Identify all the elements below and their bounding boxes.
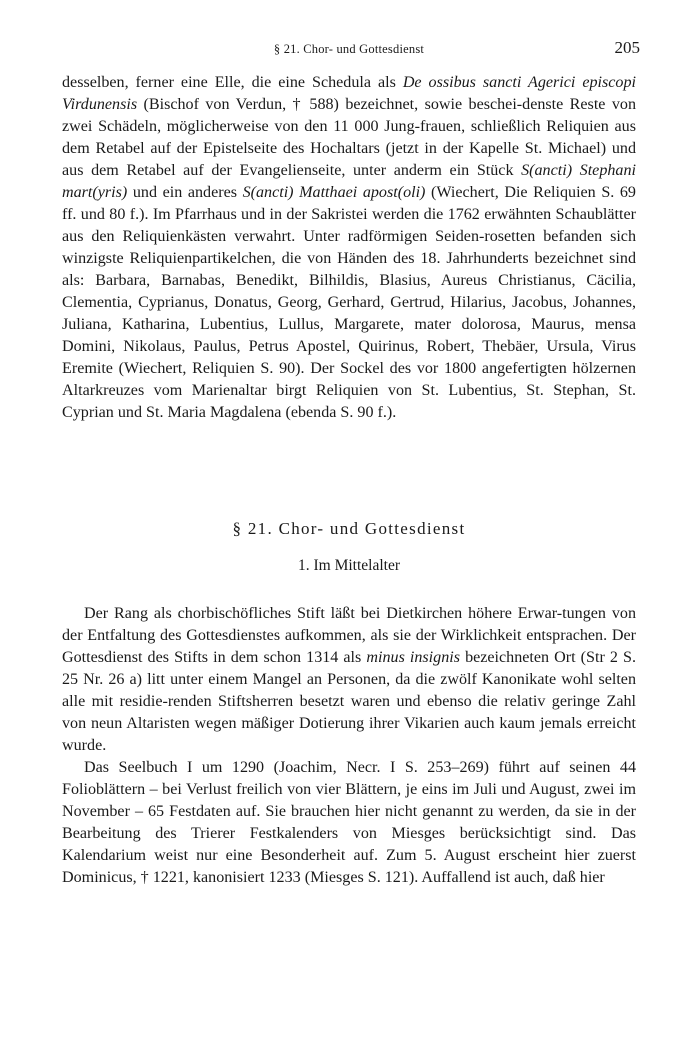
italic-run: De ossibus sancti Agerici episcopi Virdunensis <box>62 74 636 113</box>
book-page <box>62 38 640 889</box>
subsection-heading: 1. Im Mittelalter <box>297 557 400 574</box>
paragraph-relics: desselben, ferner eine Elle, die eine Schedula als De ossibus sancti Agerici episcopi Virdunensis (Bischof von Verdun, † 588) bezeichnet, sowie beschei-denste Reste von zwei Schädeln, möglicherweise von den 11 000 Jung-frauen, schließlich Reliquien aus dem Retabel auf der Epistelseite des Hochaltars (jetzt in der Kapelle St. Michael) und aus dem Retabel auf der Evangelienseite, unter anderm ein Stück S(ancti) Stephani mart(yris) und ein anderes S(ancti) Matthaei apost(oli) (Wiechert, Die Reliquien S. 69 ff. und 80 f.). Im Pfarrhaus und in der Sakristei werden die 1762 erwähnten Schaublätter aus den Reliquienkästen verwahrt. Unter radförmigen Seiden-rosetten befanden sich winzigste Reliquienpartikelchen, die von Händen des 18. Jahrhunderts bezeichnet sind als: Barbara, Barnabas, Benedikt, Bilhildis, Blasius, Aureus Christianus, Cäcilia, Clementia, Cyprianus, Donatus, Georg, Gerhard, Gertrud, Hilarius, Jacobus, Johannes, Juliana, Katharina, Lubentius, Lullus, Margarete, mater dolorosa, Maurus, mensa Domini, Nikolaus, Paulus, Petrus Apostel, Quirinus, Robert, Thebäer, Ursula, Virus Eremite (Wiechert, Reliquien S. 90). Der Sockel des vor 1800 angefertigten hölzernen Altarkreuzes vom Marienaltar birgt Reliquien von St. Lubentius, St. Stephan, St. Cyprian und St. Maria Magdalena (ebenda S. 90 f.). <box>62 74 636 421</box>
italic-run: S(ancti) Stephani mart(yris) <box>62 162 636 201</box>
running-title: § 21. Chor- und Gottesdienst <box>273 42 425 56</box>
italic-run: S(ancti) Matthaei apost(oli) <box>242 184 426 201</box>
paragraph-seelbuch: Das Seelbuch I um 1290 (Joachim, Necr. I S. 253–269) führt auf seinen 44 Folioblättern – bei Verlust freilich von vier Blättern, je eins im Juli und August, zwei im November – 65 Festdaten auf. Sie brauchen hier nicht genannt zu werden, da sie in der Bearbeitung des Trierer Festkalenders von Miesges berücksichtigt sind. Das Kalendarium weist nur eine Besonderheit auf. Zum 5. August erscheint hier zuerst Dominicus, † 1221, kanonisiert 1233 (Miesges S. 121). Auffallend ist auch, daß hier <box>62 759 636 886</box>
running-head <box>62 38 640 62</box>
paragraph-rank: Der Rang als chorbischöfliches Stift läßt bei Dietkirchen höhere Erwar-tungen von der Entfaltung des Gottesdienstes aufkommen, als sie der Wirklichkeit entsprachen. Der Gottesdienst des Stifts in dem schon 1314 als minus insignis bezeichneten Ort (Str 2 S. 25 Nr. 26 a) litt unter einem Mangel an Personen, da die zwölf Kanonikate wohl selten alle mit residie-renden Stiftsherren besetzt waren und ebenso die relativ geringe Zahl von neun Altaristen wegen mäßiger Dotierung ihrer Vikarien auch kaum jemals erreicht wurde. <box>62 605 636 754</box>
italic-run: minus insignis <box>366 649 460 666</box>
page-number: 205 <box>614 38 640 57</box>
section-heading: § 21. Chor- und Gottesdienst <box>232 519 466 538</box>
